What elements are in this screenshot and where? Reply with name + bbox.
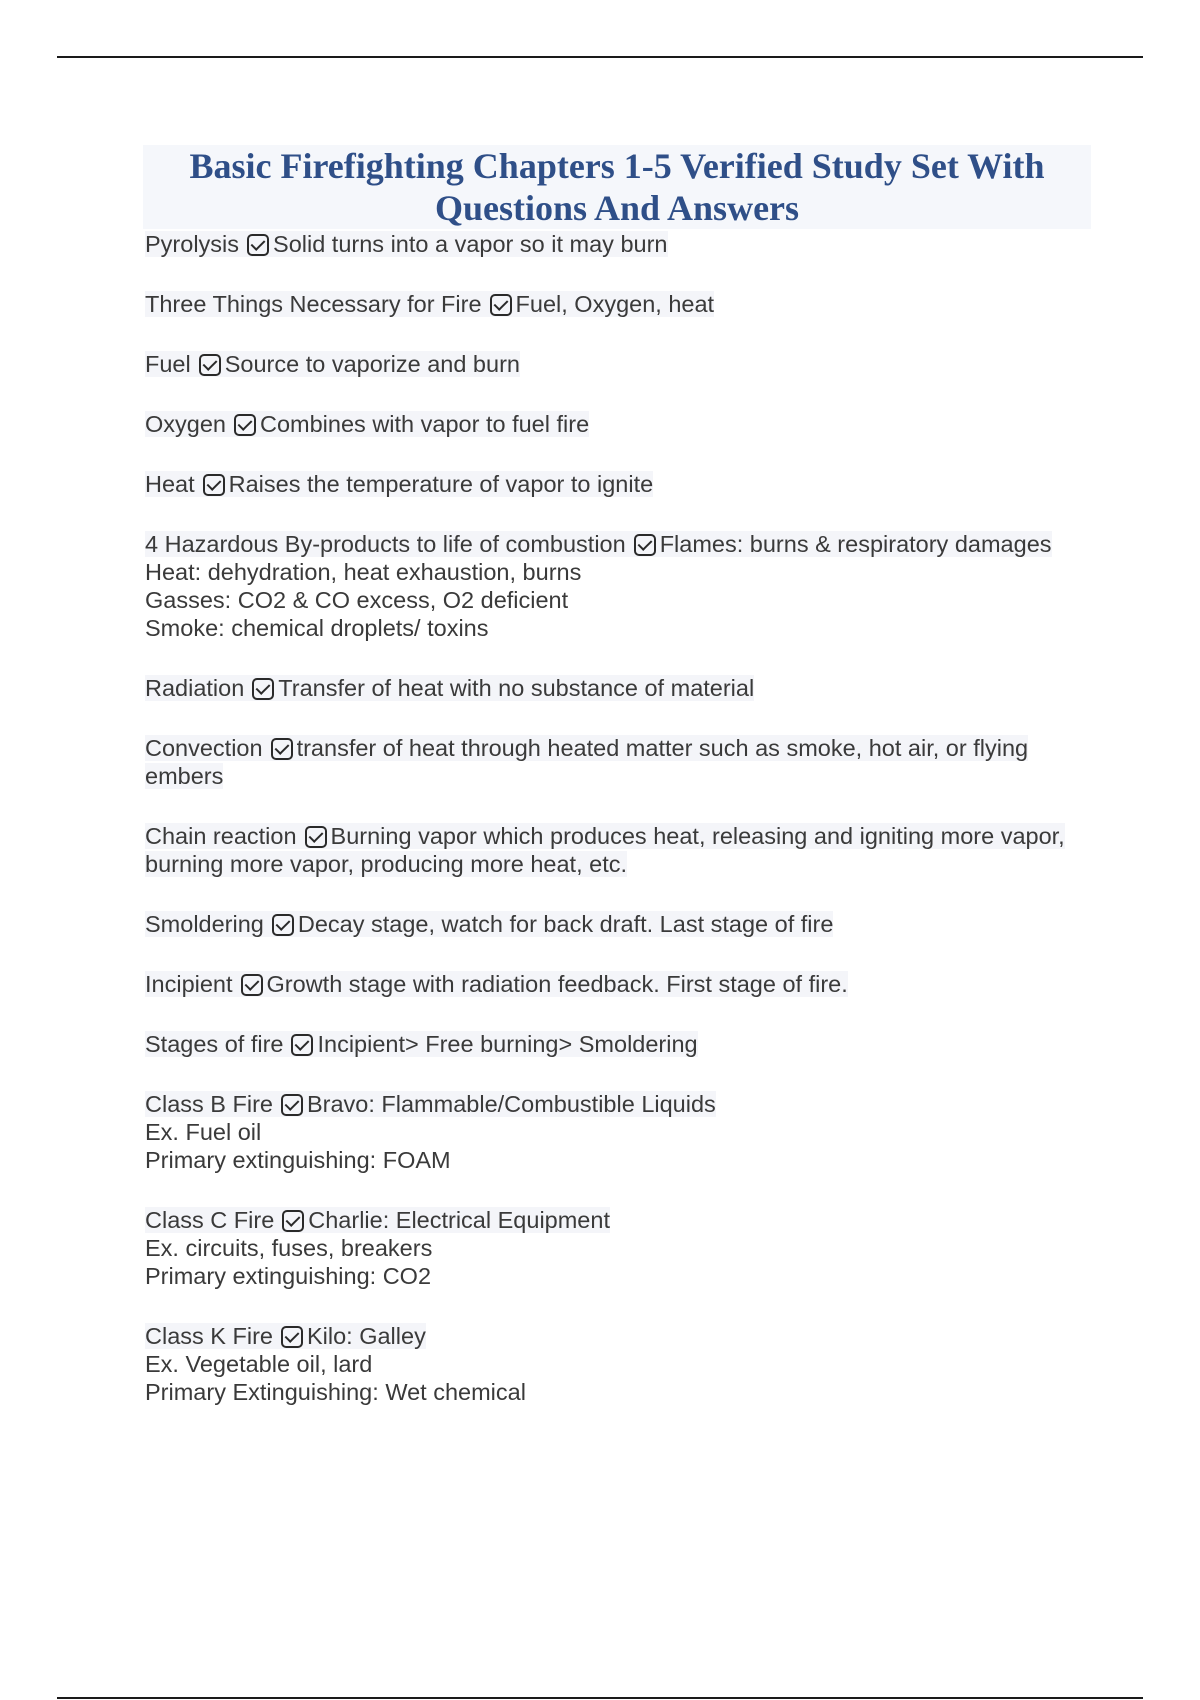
qa-first-line (145, 471, 653, 497)
checkbox-checked-icon (305, 826, 327, 848)
title-box (143, 145, 1091, 229)
qa-answer: Source to vaporize and burn (224, 351, 520, 377)
qa-first-line (145, 411, 589, 437)
qa-term: Class C Fire (145, 1207, 275, 1233)
qa-item (145, 350, 1095, 378)
qa-term: Fuel (145, 351, 191, 377)
qa-item (145, 1030, 1095, 1058)
qa-item (145, 734, 1095, 790)
checkbox-checked-icon (234, 414, 256, 436)
qa-extra-line: Ex. Fuel oil (145, 1119, 262, 1145)
qa-term: Class K Fire (145, 1323, 273, 1349)
qa-extra-line: Smoke: chemical droplets/ toxins (145, 615, 489, 641)
qa-answer: Burning vapor which produces heat, releasing and igniting more vapor, burning more vapor, producing more heat, etc. (145, 823, 1065, 877)
qa-item (145, 674, 1095, 702)
qa-item (145, 822, 1095, 878)
qa-first-line (145, 911, 833, 937)
qa-item (145, 530, 1095, 642)
checkbox-checked-icon (634, 534, 656, 556)
checkbox-checked-icon (199, 354, 221, 376)
qa-item (145, 910, 1095, 938)
qa-answer: Decay stage, watch for back draft. Last stage of fire (297, 911, 834, 937)
qa-item (145, 1206, 1095, 1290)
top-rule (57, 56, 1143, 58)
qa-first-line (145, 1031, 698, 1057)
qa-first-line (145, 1323, 426, 1349)
qa-answer: Fuel, Oxygen, heat (515, 291, 715, 317)
qa-answer: Incipient> Free burning> Smoldering (317, 1031, 698, 1057)
qa-term: Radiation (145, 675, 245, 701)
checkbox-checked-icon (272, 914, 294, 936)
qa-extra-line: Primary extinguishing: CO2 (145, 1263, 432, 1289)
qa-answer: Flames: burns & respiratory damages (659, 531, 1052, 557)
qa-item (145, 1322, 1095, 1406)
checkbox-checked-icon (291, 1034, 313, 1056)
qa-first-line (145, 231, 668, 257)
checkbox-checked-icon (490, 294, 512, 316)
qa-extra-line: Primary Extinguishing: Wet chemical (145, 1379, 526, 1405)
qa-item (145, 1090, 1095, 1174)
checkbox-checked-icon (281, 1326, 303, 1348)
checkbox-checked-icon (282, 1210, 304, 1232)
qa-extra-line: Ex. Vegetable oil, lard (145, 1351, 373, 1377)
checkbox-checked-icon (252, 678, 274, 700)
qa-term: Three Things Necessary for Fire (145, 291, 482, 317)
qa-item (145, 470, 1095, 498)
qa-first-line (145, 1207, 610, 1233)
qa-first-line (145, 823, 1065, 877)
checkbox-checked-icon (241, 974, 263, 996)
qa-answer: Bravo: Flammable/Combustible Liquids (306, 1091, 716, 1117)
checkbox-checked-icon (281, 1094, 303, 1116)
checkbox-checked-icon (203, 474, 225, 496)
qa-item (145, 290, 1095, 318)
qa-first-line (145, 971, 848, 997)
qa-list (145, 230, 1095, 1438)
qa-answer: Growth stage with radiation feedback. First stage of fire. (266, 971, 848, 997)
qa-term: Stages of fire (145, 1031, 284, 1057)
qa-item (145, 230, 1095, 258)
qa-first-line (145, 351, 520, 377)
qa-term: Class B Fire (145, 1091, 273, 1117)
qa-extra-line: Heat: dehydration, heat exhaustion, burns (145, 559, 582, 585)
qa-extra-line: Ex. circuits, fuses, breakers (145, 1235, 433, 1261)
qa-term: Pyrolysis (145, 231, 240, 257)
qa-first-line (145, 291, 714, 317)
qa-answer: Kilo: Galley (306, 1323, 426, 1349)
qa-answer: Combines with vapor to fuel fire (260, 411, 590, 437)
qa-term: Incipient (145, 971, 233, 997)
qa-term: Oxygen (145, 411, 226, 437)
qa-extra-line: Gasses: CO2 & CO excess, O2 deficient (145, 587, 569, 613)
qa-first-line (145, 1091, 716, 1117)
qa-item (145, 970, 1095, 998)
qa-answer: Raises the temperature of vapor to ignite (228, 471, 654, 497)
qa-extra-line: Primary extinguishing: FOAM (145, 1147, 451, 1173)
checkbox-checked-icon (247, 234, 269, 256)
qa-item (145, 410, 1095, 438)
qa-term: Heat (145, 471, 195, 497)
qa-answer: Transfer of heat with no substance of material (278, 675, 755, 701)
qa-answer: transfer of heat through heated matter such as smoke, hot air, or flying embers (145, 735, 1029, 789)
qa-term: Convection (145, 735, 263, 761)
qa-term: Chain reaction (145, 823, 297, 849)
qa-term: Smoldering (145, 911, 264, 937)
qa-first-line (145, 675, 754, 701)
qa-first-line (145, 735, 1028, 789)
bottom-rule (57, 1697, 1143, 1699)
qa-first-line (145, 531, 1052, 557)
qa-answer: Charlie: Electrical Equipment (308, 1207, 610, 1233)
checkbox-checked-icon (271, 738, 293, 760)
qa-answer: Solid turns into a vapor so it may burn (273, 231, 668, 257)
qa-term: 4 Hazardous By-products to life of combustion (145, 531, 626, 557)
document-title: Basic Firefighting Chapters 1-5 Verified Study Set With Questions And Answers (189, 146, 1045, 228)
